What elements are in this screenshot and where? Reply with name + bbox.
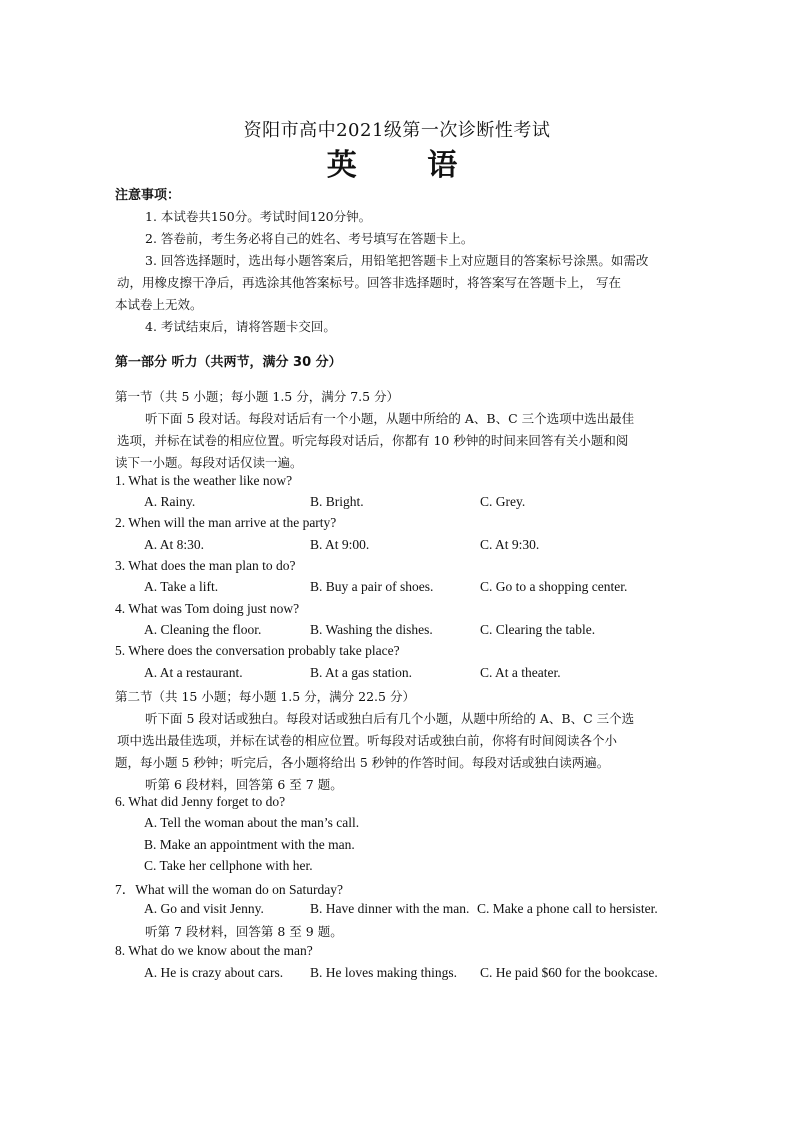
option-a: A. Go and visit Jenny. xyxy=(144,901,264,916)
option-c: C. At 9:30. xyxy=(480,537,540,552)
section2-heading: 第二节（共 15 小题；每小题 1.5 分，满分 22.5 分） xyxy=(115,689,415,704)
option-c: C. At a theater. xyxy=(480,665,561,680)
option-b: B. Washing the dishes. xyxy=(310,622,433,637)
option-b: B. Make an appointment with the man. xyxy=(144,837,355,852)
option-b: B. Buy a pair of shoes. xyxy=(310,579,434,594)
option-c: C. Grey. xyxy=(480,494,526,509)
option-a: A. Rainy. xyxy=(144,494,196,509)
option-c: C. Clearing the table. xyxy=(480,622,596,637)
option-a: A. At a restaurant. xyxy=(144,665,243,680)
question-7: 7．What will the woman do on Saturday? xyxy=(115,882,343,897)
option-b: B. Have dinner with the man. xyxy=(310,901,470,916)
notice-item: 3. 回答选择题时，选出每小题答案后，用铅笔把答题卡上对应题目的答案标号涂黑。如需改 xyxy=(145,253,649,268)
option-b: B. At a gas station. xyxy=(310,665,412,680)
question-2: 2. When will the man arrive at the party? xyxy=(115,515,337,530)
option-c: C. Make a phone call to hersister. xyxy=(477,901,658,916)
question-4: 4. What was Tom doing just now? xyxy=(115,601,300,616)
material-note: 听第 6 段材料，回答第 6 至 7 题。 xyxy=(145,777,343,792)
notice-item: 1. 本试卷共150分。考试时间120分钟。 xyxy=(145,209,372,224)
option-c: C. He paid $60 for the bookcase. xyxy=(480,965,658,980)
option-c: C. Go to a shopping center. xyxy=(480,579,628,594)
part1-heading: 第一部分 听力（共两节，满分 30 分） xyxy=(115,355,342,370)
section2-instruction: 题，每小题 5 秒钟；听完后，各小题将给出 5 秒钟的作答时间。每段对话或独白读两遍。 xyxy=(115,755,610,770)
section1-instruction: 听下面 5 段对话。每段对话后有一个小题，从题中所给的 A、B、C 三个选项中选出最佳 xyxy=(145,411,635,426)
option-a: A. He is crazy about cars. xyxy=(144,965,284,980)
option-a: A. Take a lift. xyxy=(144,579,219,594)
question-8: 8. What do we know about the man? xyxy=(115,943,313,958)
option-c: C. Take her cellphone with her. xyxy=(144,858,313,873)
question-3: 3. What does the man plan to do? xyxy=(115,558,296,573)
exam-title: 资阳市高中2021级第一次诊断性考试 xyxy=(243,120,551,141)
option-a: A. Cleaning the floor. xyxy=(144,622,262,637)
option-a: A. Tell the woman about the man’s call. xyxy=(144,815,360,830)
notice-heading: 注意事项： xyxy=(115,188,181,203)
question-6: 6. What did Jenny forget to do? xyxy=(115,794,286,809)
material-note: 听第 7 段材料，回答第 8 至 9 题。 xyxy=(145,924,343,939)
subject-title: 英 语 xyxy=(326,148,488,183)
option-a: A. At 8:30. xyxy=(144,537,205,552)
question-1: 1. What is the weather like now? xyxy=(115,473,293,488)
question-5: 5. Where does the conversation probably take place? xyxy=(115,643,400,658)
section1-instruction: 读下一小题。每段对话仅读一遍。 xyxy=(115,455,303,470)
option-b: B. He loves making things. xyxy=(310,965,457,980)
option-b: B. At 9:00. xyxy=(310,537,370,552)
section2-instruction: 听下面 5 段对话或独白。每段对话或独白后有几个小题，从题中所给的 A、B、C 三个选 xyxy=(145,711,635,726)
section1-instruction: 选项，并标在试卷的相应位置。听完每段对话后，你都有 10 秒钟的时间来回答有关小题和阅 xyxy=(117,433,629,448)
section2-instruction: 项中选出最佳选项，并标在试卷的相应位置。听每段对话或独白前，你将有时间阅读各个小 xyxy=(117,733,618,748)
notice-item: 动，用橡皮擦干净后，再选涂其他答案标号。回答非选择题时，将答案写在答题卡上， 写在 xyxy=(117,275,621,290)
notice-item: 2. 答卷前，考生务必将自己的姓名、考号填写在答题卡上。 xyxy=(145,231,474,246)
notice-item: 4. 考试结束后，请将答题卡交回。 xyxy=(145,319,336,334)
section1-heading: 第一节（共 5 小题；每小题 1.5 分，满分 7.5 分） xyxy=(115,389,400,404)
option-b: B. Bright. xyxy=(310,494,364,509)
notice-item: 本试卷上无效。 xyxy=(115,297,203,312)
